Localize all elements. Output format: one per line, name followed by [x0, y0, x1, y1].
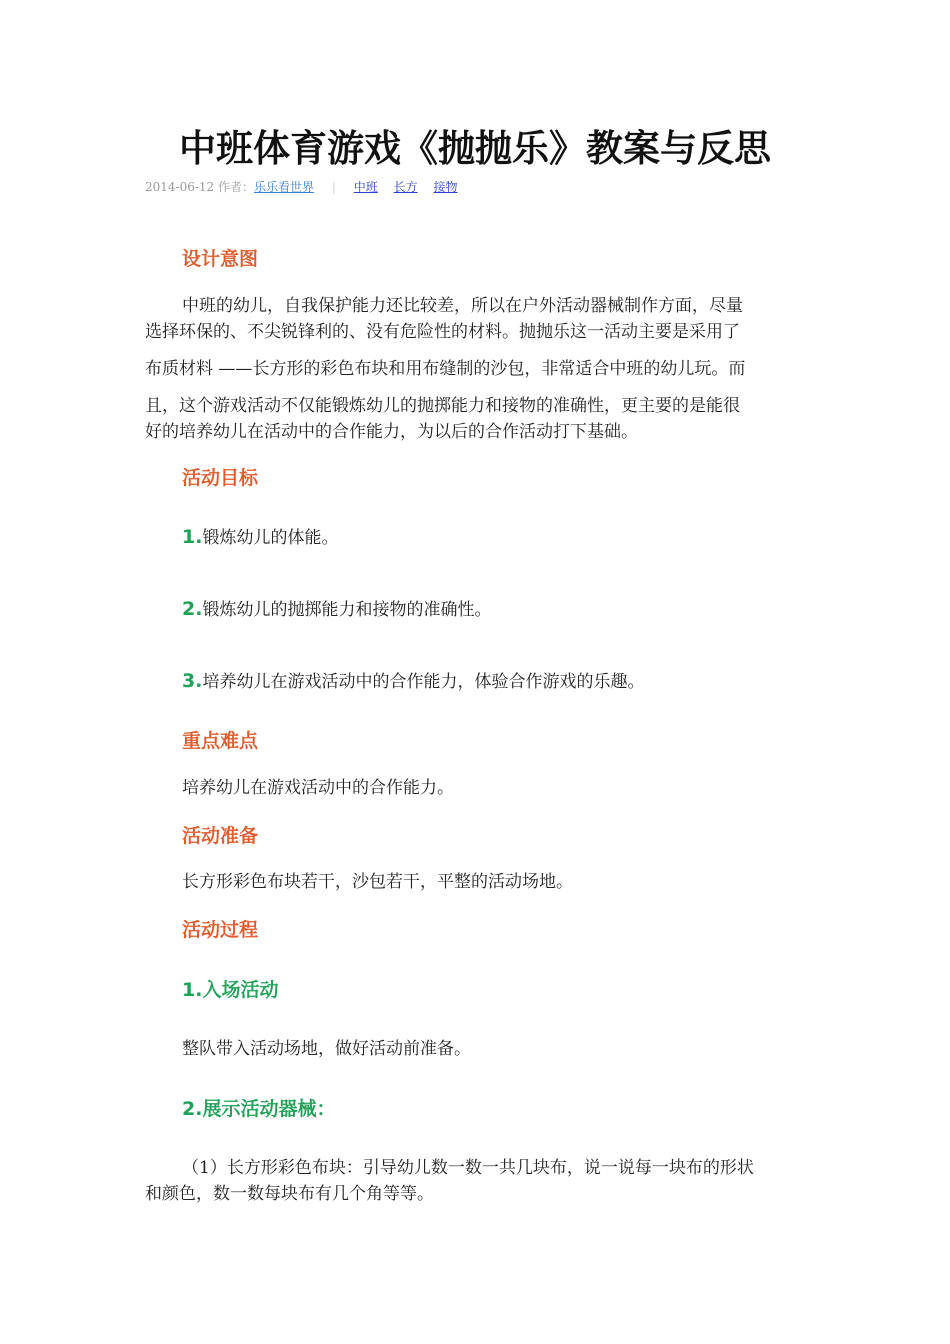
- article-meta: [145, 178, 469, 196]
- goal-item: [182, 524, 338, 551]
- section-heading-design: 设计意图: [182, 248, 259, 270]
- tag-link[interactable]: 接物: [433, 180, 458, 194]
- design-paragraph-line: 布质材料 ——长方形的彩色布块和用布缝制的沙包，非常适合中班的幼儿玩。而: [145, 359, 746, 379]
- process-step-text: 和颜色，数一数每块布有几个角等等。: [145, 1184, 434, 1204]
- process-step-text: （1）长方形彩色布块：引导幼儿数一数一共几块布，说一说每一块布的形状: [182, 1158, 754, 1178]
- prep-text: 长方形彩色布块若干，沙包若干，平整的活动场地。: [182, 872, 573, 892]
- process-step-text: 整队带入活动场地，做好活动前准备。: [182, 1039, 471, 1059]
- goal-text: 培养幼儿在游戏活动中的合作能力，体验合作游戏的乐趣。: [202, 672, 645, 692]
- section-heading-goals: 活动目标: [182, 467, 259, 489]
- goal-text: 锻炼幼儿的体能。: [202, 528, 339, 548]
- process-step-title: 1.入场活动: [182, 979, 279, 1001]
- author-label: 作者：: [218, 180, 255, 194]
- publish-date: 2014-06-12: [145, 180, 215, 194]
- goal-number: 3.: [182, 670, 203, 692]
- section-heading-key: 重点难点: [182, 730, 259, 752]
- meta-separator: |: [331, 180, 336, 194]
- author-link[interactable]: 乐乐看世界: [254, 180, 315, 194]
- tag-link[interactable]: 中班: [353, 180, 378, 194]
- design-paragraph-line: 且，这个游戏活动不仅能锻炼幼儿的抛掷能力和接物的准确性，更主要的是能很: [145, 396, 740, 416]
- tag-link[interactable]: 长方: [393, 180, 418, 194]
- design-paragraph-line: 中班的幼儿，自我保护能力还比较差，所以在户外活动器械制作方面，尽量: [182, 296, 743, 316]
- design-paragraph-line: 好的培养幼儿在活动中的合作能力，为以后的合作活动打下基础。: [145, 422, 638, 442]
- page-title: 中班体育游戏《抛抛乐》教案与反思: [179, 126, 771, 170]
- design-paragraph-line: 选择环保的、不尖锐锋利的、没有危险性的材料。抛抛乐这一活动主要是采用了: [145, 322, 740, 342]
- key-text: 培养幼儿在游戏活动中的合作能力。: [182, 778, 454, 798]
- goal-item: [182, 668, 644, 695]
- goal-item: [182, 596, 491, 623]
- process-step-title: 2.展示活动器械：: [182, 1098, 336, 1120]
- section-heading-prep: 活动准备: [182, 825, 259, 847]
- goal-text: 锻炼幼儿的抛掷能力和接物的准确性。: [202, 600, 492, 620]
- goal-number: 1.: [182, 526, 203, 548]
- goal-number: 2.: [182, 598, 203, 620]
- section-heading-process: 活动过程: [182, 919, 259, 941]
